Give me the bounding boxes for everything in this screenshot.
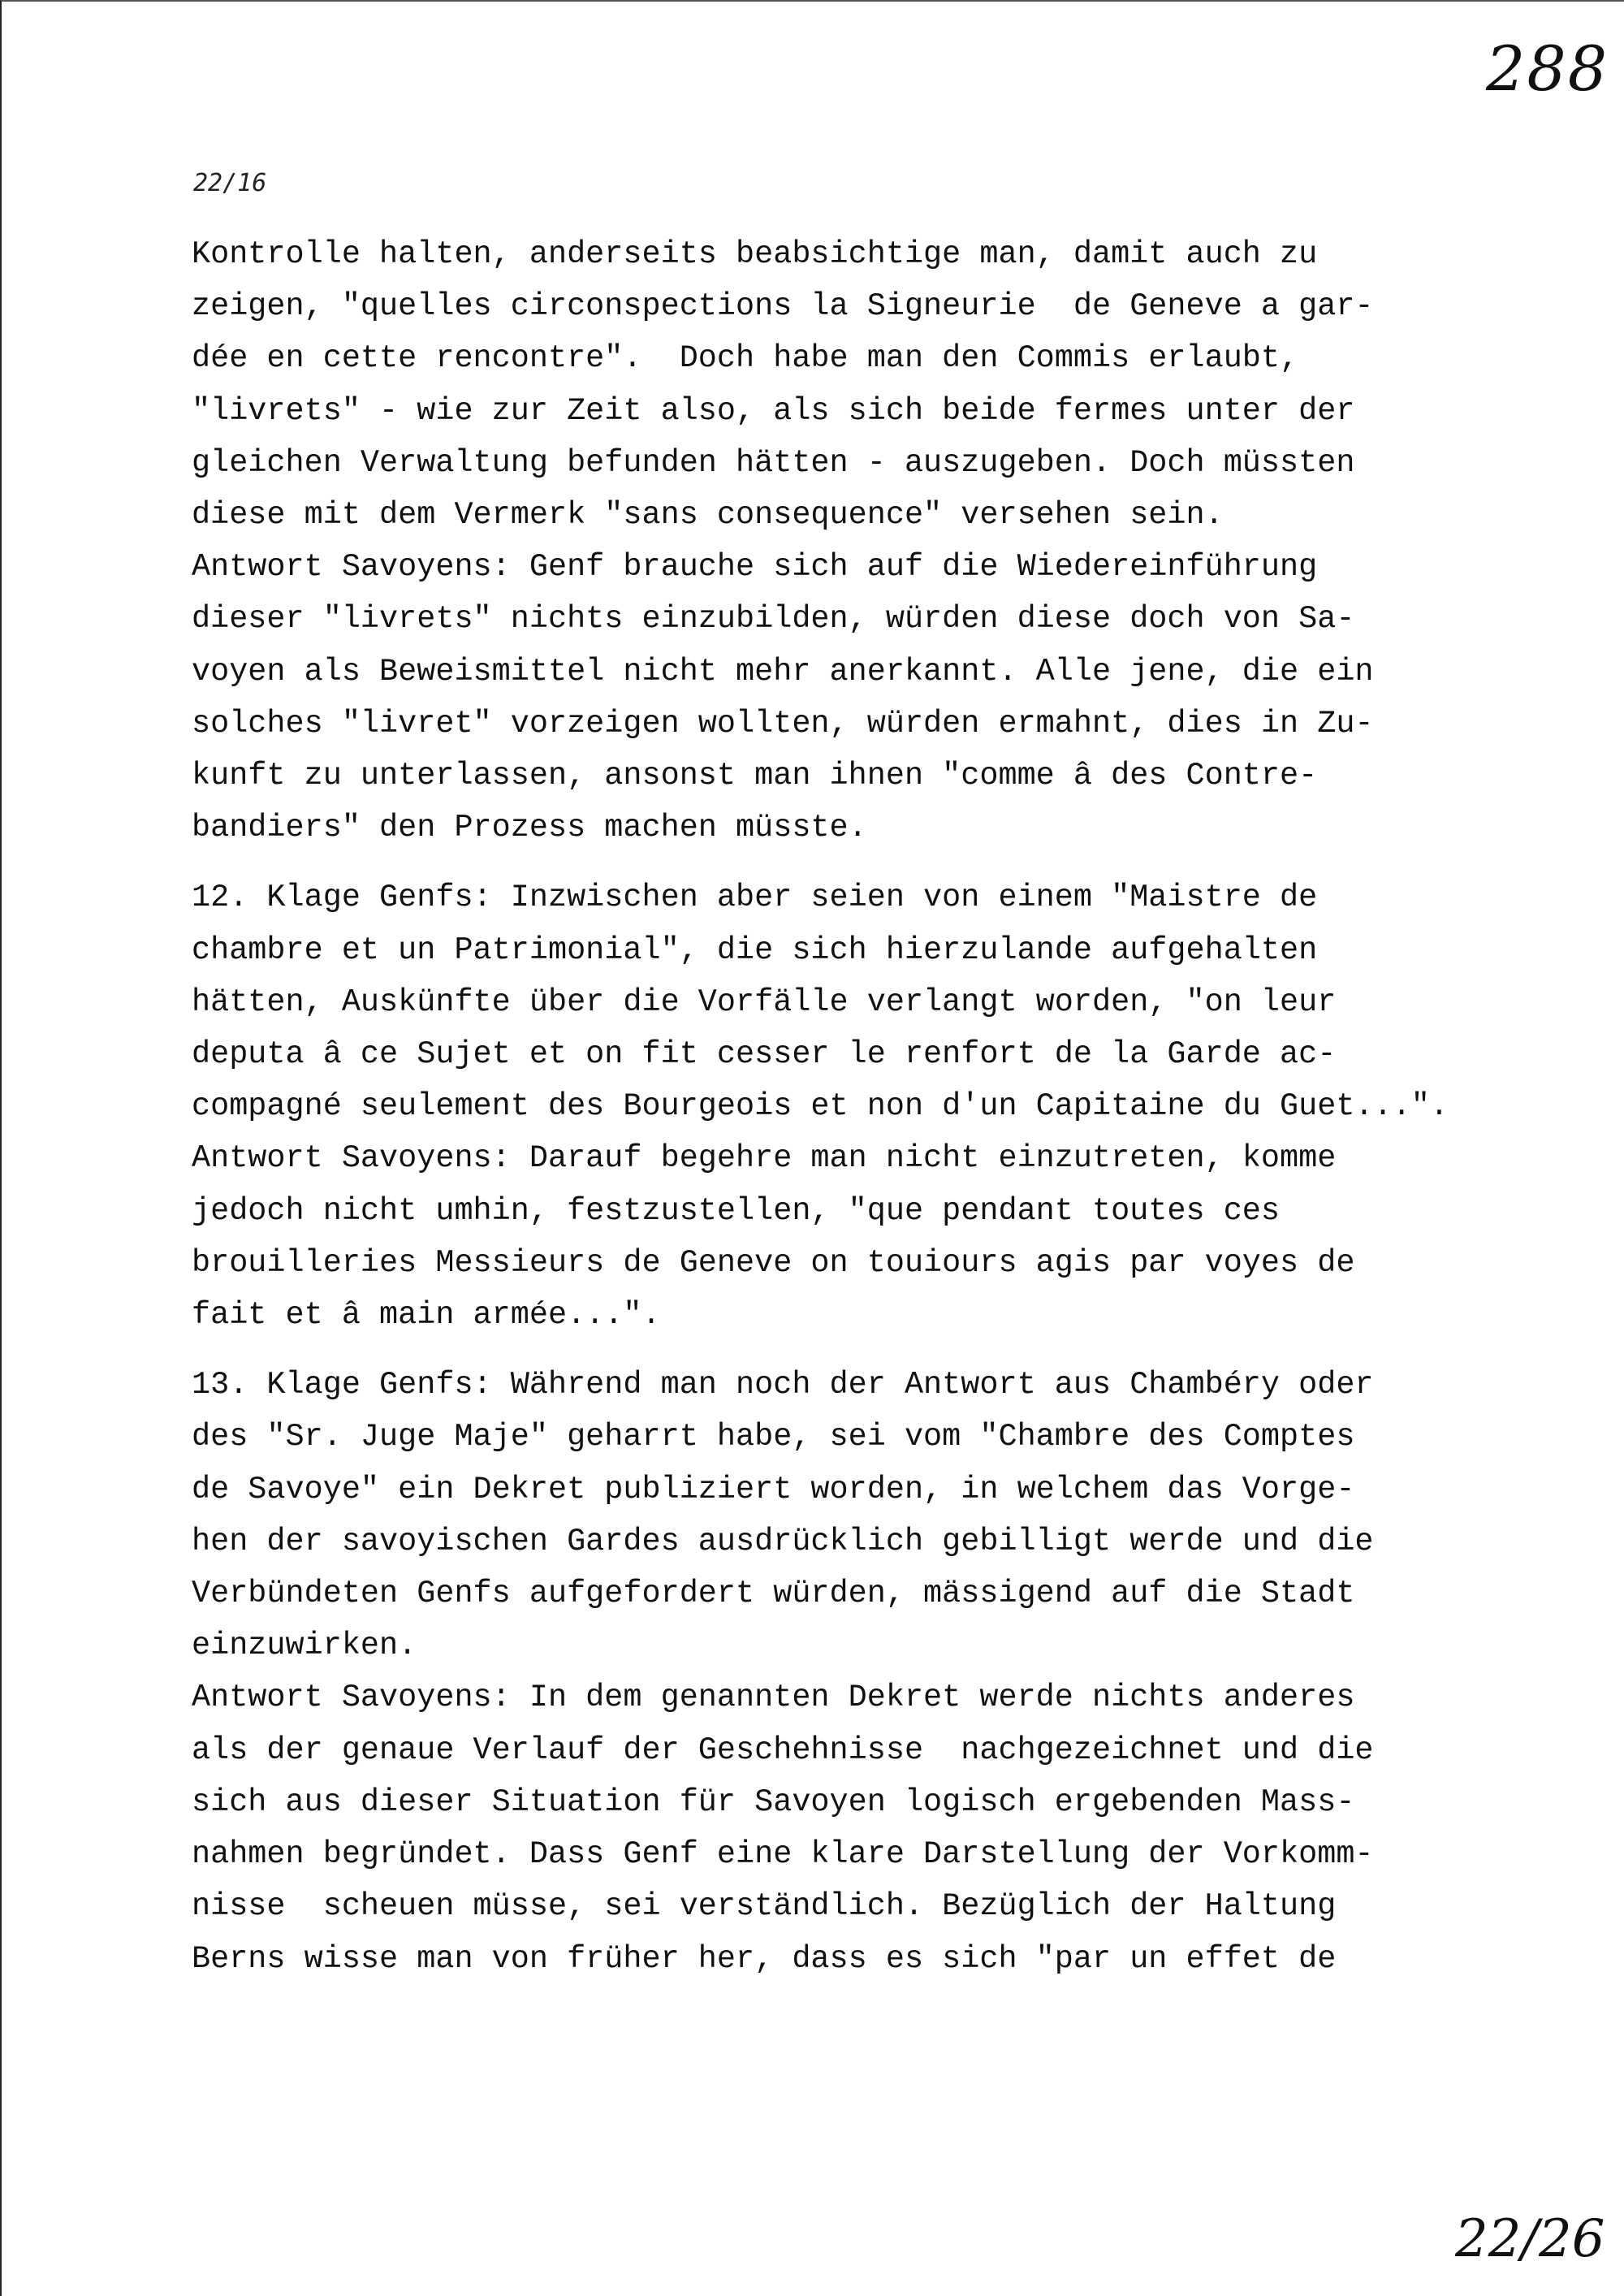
text-line: 12. Klage Genfs: Inzwischen aber seien von einem "Maistre de xyxy=(192,880,1318,916)
text-line: Kontrolle halten, anderseits beabsichtige man, damit auch zu xyxy=(192,236,1318,272)
text-line: bandiers" den Prozess machen müsste. xyxy=(192,810,867,846)
text-line: hen der savoyischen Gardes ausdrücklich gebilligt werde und die xyxy=(192,1523,1374,1559)
text-line: 13. Klage Genfs: Während man noch der Antwort aus Chambéry oder xyxy=(192,1367,1374,1403)
text-line: deputa â ce Sujet et on fit cesser le renfort de la Garde ac- xyxy=(192,1036,1337,1073)
text-line: diese mit dem Vermerk "sans consequence" versehen sein. xyxy=(192,497,1224,534)
text-line: voyen als Beweismittel nicht mehr anerkannt. Alle jene, die ein xyxy=(192,653,1374,690)
handwritten-archive-reference: 22/26 xyxy=(1455,2209,1605,2269)
text-line: brouilleries Messieurs de Geneve on touiours agis par voyes de xyxy=(192,1244,1355,1281)
text-line: compagné seulement des Bourgeois et non d'un Capitaine du Guet...". xyxy=(192,1088,1449,1125)
paragraph-2 xyxy=(192,871,1523,1341)
paragraph-3 xyxy=(192,1359,1523,1984)
paragraph-1 xyxy=(192,228,1523,854)
text-line: chambre et un Patrimonial", die sich hierzulande aufgehalten xyxy=(192,932,1318,968)
text-line: fait et â main armée...". xyxy=(192,1297,661,1334)
text-line: Verbündeten Genfs aufgefordert würden, mässigend auf die Stadt xyxy=(192,1576,1355,1612)
text-line: Antwort Savoyens: Genf brauche sich auf die Wiedereinführung xyxy=(192,549,1318,586)
text-line: kunft zu unterlassen, ansonst man ihnen "comme â des Contre- xyxy=(192,758,1318,794)
text-line: des "Sr. Juge Maje" geharrt habe, sei vom "Chambre des Comptes xyxy=(192,1419,1355,1455)
text-line: nahmen begründet. Dass Genf eine klare Darstellung der Vorkomm- xyxy=(192,1836,1374,1873)
page-header-reference: 22/16 xyxy=(193,169,267,197)
text-line: nisse scheuen müsse, sei verständlich. Bezüglich der Haltung xyxy=(192,1888,1337,1925)
text-line: dieser "livrets" nichts einzubilden, würden diese doch von Sa- xyxy=(192,601,1355,638)
text-line: hätten, Auskünfte über die Vorfälle verlangt worden, "on leur xyxy=(192,984,1337,1020)
document-body xyxy=(192,228,1523,1985)
text-line: "livrets" - wie zur Zeit also, als sich beide fermes unter der xyxy=(192,392,1355,429)
text-line: Antwort Savoyens: In dem genannten Dekret werde nichts anderes xyxy=(192,1680,1355,1716)
text-line: zeigen, "quelles circonspections la Signeurie de Geneve a gar- xyxy=(192,288,1374,325)
text-line: sich aus dieser Situation für Savoyen logisch ergebenden Mass- xyxy=(192,1784,1355,1820)
text-line: dée en cette rencontre". Doch habe man den Commis erlaubt, xyxy=(192,340,1299,377)
text-line: de Savoye" ein Dekret publiziert worden, in welchem das Vorge- xyxy=(192,1471,1355,1507)
text-line: jedoch nicht umhin, festzustellen, "que pendant toutes ces xyxy=(192,1192,1281,1229)
text-line: einzuwirken. xyxy=(192,1628,417,1664)
text-line: solches "livret" vorzeigen wollten, würden ermahnt, dies in Zu- xyxy=(192,705,1374,742)
text-line: gleichen Verwaltung befunden hätten - auszugeben. Doch müssten xyxy=(192,444,1355,481)
text-line: als der genaue Verlauf der Geschehnisse nachgezeichnet und die xyxy=(192,1732,1374,1768)
handwritten-folio-number: 288 xyxy=(1486,32,1609,105)
text-line: Antwort Savoyens: Darauf begehre man nicht einzutreten, komme xyxy=(192,1140,1337,1177)
text-line: Berns wisse man von früher her, dass es sich "par un effet de xyxy=(192,1940,1337,1977)
